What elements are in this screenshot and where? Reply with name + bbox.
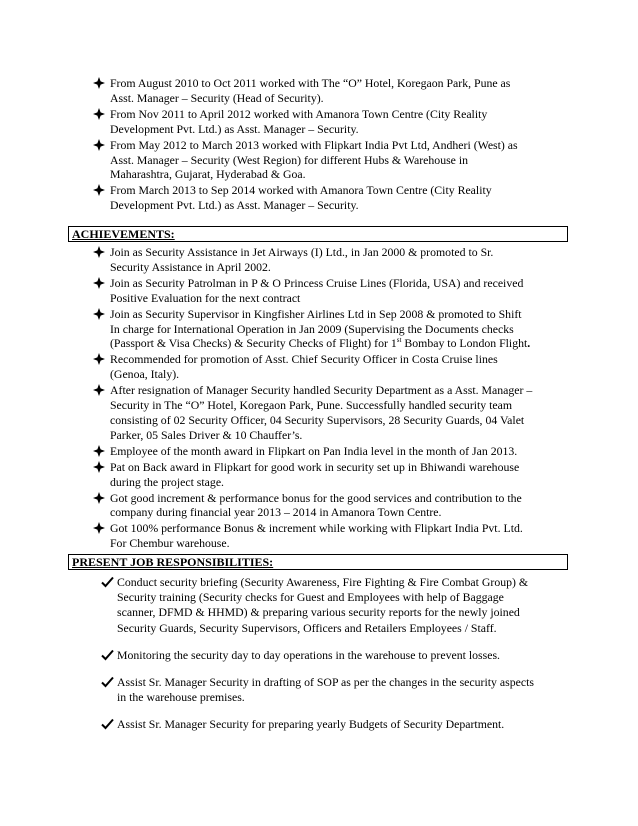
item-line: company during financial year 2013 – 2014 in Amanora Town Centre. — [110, 505, 442, 520]
item-line: Monitoring the security day to day operations in the warehouse to prevent losses. — [117, 647, 500, 662]
list-item — [117, 675, 564, 705]
item-line: Security training (Security checks for Guest and Employees with help of Baggage — [117, 590, 504, 605]
check-bullet-icon — [101, 718, 114, 730]
item-line: Asst. Manager – Security (West Region) for different Hubs & Warehouse in — [110, 152, 469, 167]
diamond-bullet-icon — [93, 461, 105, 473]
item-line: Join as Security Patrolman in P & O Princess Cruise Lines (Florida, USA) and received — [110, 275, 524, 290]
list-item — [110, 183, 550, 213]
ordinal-suffix: st — [396, 336, 402, 345]
item-line-text: Bombay to London Flight — [401, 336, 528, 351]
item-line: during the project stage. — [110, 474, 225, 489]
diamond-bullet-icon — [93, 246, 105, 258]
item-line: Conduct security briefing (Security Awareness, Fire Fighting & Fire Combat Group) & — [117, 575, 529, 589]
diamond-bullet-icon — [93, 277, 105, 289]
item-line: in the warehouse premises. — [117, 690, 245, 705]
item-line: Assist Sr. Manager Security in drafting of SOP as per the changes in the security aspects — [117, 675, 534, 690]
item-line: For Chembur warehouse. — [110, 536, 230, 551]
list-item — [117, 717, 564, 732]
item-line: Security Assistance in April 2002. — [110, 259, 271, 274]
responsibilities-heading-box — [68, 554, 568, 570]
item-line: From May 2012 to March 2013 worked with Flipkart India Pvt Ltd, Andheri (West) as — [110, 137, 518, 152]
item-line: Join as Security Supervisor in Kingfisher Airlines Ltd in Sep 2008 & promoted to Shift — [110, 306, 522, 321]
item-line: Asst. Manager – Security (Head of Security). — [110, 90, 324, 105]
list-item — [110, 107, 550, 137]
list-item — [110, 491, 552, 521]
check-bullet-icon — [101, 676, 114, 688]
list-item — [110, 444, 552, 459]
list-item — [110, 383, 552, 443]
diamond-bullet-icon — [93, 139, 105, 151]
list-item — [117, 648, 564, 663]
item-line: Got 100% performance Bonus & increment while working with Flipkart India Pvt. Ltd. — [110, 521, 523, 536]
item-line: Development Pvt. Ltd.) as Asst. Manager – Security. — [110, 198, 359, 213]
diamond-bullet-icon — [93, 184, 105, 196]
item-line: Assist Sr. Manager Security for preparing yearly Budgets of Security Department. — [117, 717, 505, 732]
item-line — [110, 336, 552, 351]
list-item — [117, 575, 564, 636]
item-line: consisting of 02 Security Officer, 04 Security Supervisors, 28 Security Guards, 04 Valet — [110, 412, 525, 427]
list-item — [110, 245, 552, 275]
diamond-bullet-icon — [93, 353, 105, 365]
item-line: Development Pvt. Ltd.) as Asst. Manager – Security. — [110, 121, 359, 136]
diamond-bullet-icon — [93, 492, 105, 504]
achievements-list — [110, 245, 552, 552]
item-line: (Genoa, Italy). — [110, 367, 180, 382]
item-line: From March 2013 to Sep 2014 worked with Amanora Town Centre (City Reality — [110, 183, 492, 198]
achievements-heading-box — [68, 226, 568, 242]
list-item — [110, 276, 552, 306]
list-item — [110, 307, 552, 352]
item-line: From August 2010 to Oct 2011 worked with The “O” Hotel, Koregaon Park, Pune as — [110, 76, 511, 90]
diamond-bullet-icon — [93, 445, 105, 457]
responsibilities-list — [117, 575, 564, 734]
item-line: Parker, 05 Sales Driver & 10 Chauffer’s. — [110, 427, 303, 442]
item-line-end: . — [527, 336, 531, 351]
item-line: Positive Evaluation for the next contract — [110, 290, 301, 305]
diamond-bullet-icon — [93, 108, 105, 120]
item-line: From Nov 2011 to April 2012 worked with Amanora Town Centre (City Reality — [110, 106, 488, 121]
check-bullet-icon — [101, 576, 114, 588]
item-line-text: (Passport & Visa Checks) & Security Checks of Flight) for 1 — [110, 336, 397, 351]
list-item — [110, 521, 552, 551]
item-line: After resignation of Manager Security handled Security Department as a Asst. Manager – — [110, 383, 533, 398]
check-bullet-icon — [101, 649, 114, 661]
item-line: Employee of the month award in Flipkart on Pan India level in the month of Jan 2013. — [110, 443, 518, 458]
item-line: Got good increment & performance bonus for the good services and contribution to the — [110, 490, 522, 505]
achievements-heading: ACHIEVEMENTS: — [72, 227, 175, 241]
diamond-bullet-icon — [93, 522, 105, 534]
item-line: Security in The “O” Hotel, Koregaon Park, Pune. Successfully handled security team — [110, 398, 513, 413]
list-item — [110, 352, 552, 382]
diamond-bullet-icon — [93, 77, 105, 89]
list-item — [110, 76, 550, 106]
item-line: Pat on Back award in Flipkart for good work in security set up in Bhiwandi warehouse — [110, 459, 520, 474]
item-line: Security Guards, Security Supervisors, Officers and Retailers Employees / Staff. — [117, 620, 497, 635]
item-line: scanner, DFMD & HHMD) & preparing various security reports for the newly joined — [117, 605, 520, 620]
item-line: Join as Security Assistance in Jet Airways (I) Ltd., in Jan 2000 & promoted to Sr. — [110, 245, 494, 259]
item-line: In charge for International Operation in Jan 2009 (Supervising the Documents checks — [110, 321, 514, 336]
list-item — [110, 460, 552, 490]
employment-history-list — [110, 76, 550, 214]
item-line: Maharashtra, Gujarat, Hyderabad & Goa. — [110, 167, 306, 182]
responsibilities-heading: PRESENT JOB RESPONSIBILITIES: — [72, 555, 274, 569]
diamond-bullet-icon — [93, 308, 105, 320]
diamond-bullet-icon — [93, 384, 105, 396]
list-item — [110, 138, 550, 183]
item-line: Recommended for promotion of Asst. Chief Security Officer in Costa Cruise lines — [110, 352, 498, 367]
